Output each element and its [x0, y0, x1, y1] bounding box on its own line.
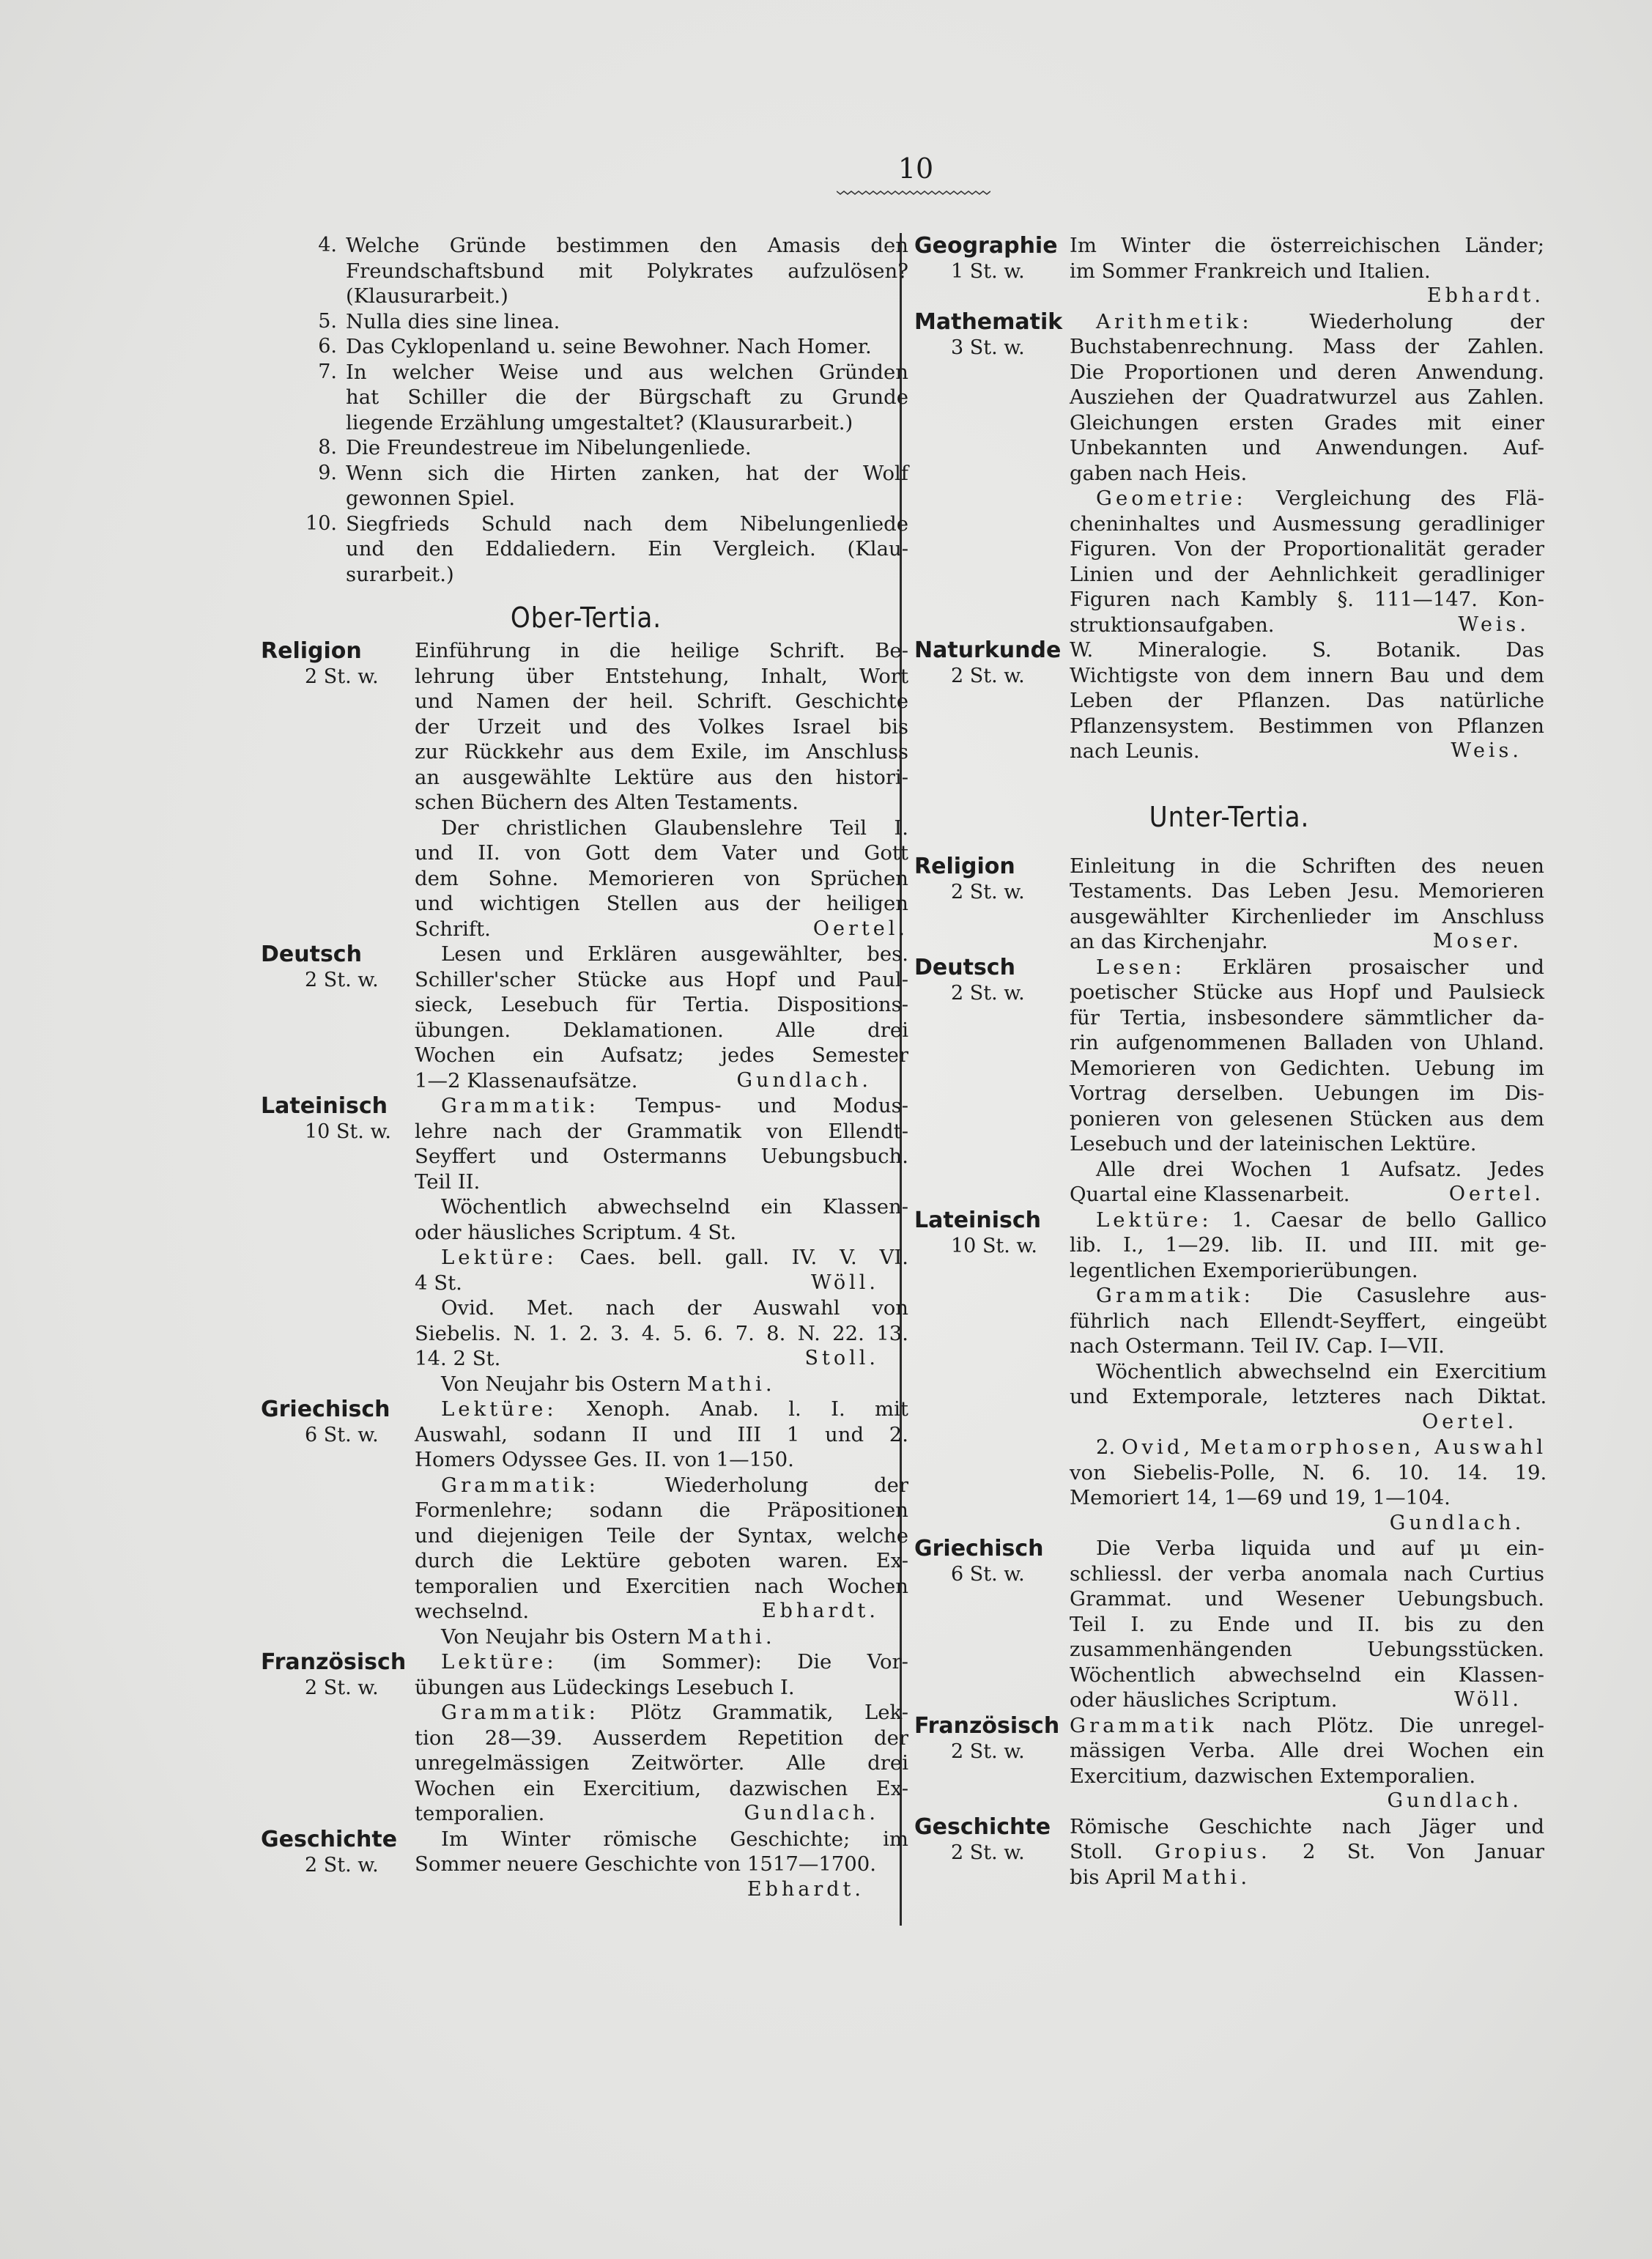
text-line: und Extemporale, letzteres nach Diktat. [1070, 1385, 1547, 1408]
text-line: poetischer Stücke aus Hopf und Paulsieck [1070, 980, 1544, 1004]
text-line: (Klausurarbeit.) [346, 284, 508, 308]
subject-name: Geschichte [914, 1814, 1051, 1840]
subject-hours: 3 St. w. [951, 336, 1025, 359]
text-line: gaben nach Heis. [1070, 461, 1248, 485]
text-line: Stoll. Gropius. 2 St. Von Januar [1070, 1840, 1544, 1863]
text-line: zusammenhängenden Uebungsstücken. [1070, 1638, 1544, 1661]
text-line: Lektüre: 1. Caesar de bello Gallico [1096, 1208, 1547, 1232]
teacher-name: Weis. [1458, 613, 1530, 636]
right-column [914, 233, 1547, 1890]
teacher-name: Wöll. [810, 1271, 879, 1294]
text-line: Schrift. [415, 917, 491, 941]
teacher-name: Ebhardt. [747, 1877, 864, 1901]
text-line: hat Schiller die der Bürgschaft zu Grunde [346, 385, 908, 409]
text-line: Lesebuch und der lateinischen Lektüre. [1070, 1132, 1477, 1156]
subject-mathematik [914, 309, 1544, 638]
text-line: an das Kirchenjahr. [1070, 930, 1268, 953]
text-line: Lesen: Erklären prosaischer und [1096, 955, 1544, 979]
subject-name: Griechisch [261, 1397, 390, 1422]
subject-name: Deutsch [914, 954, 1015, 980]
subject-hours: 6 St. w. [951, 1563, 1025, 1586]
text-line: temporalien und Exercitien nach Wochen [415, 1574, 908, 1598]
text-line: Alle drei Wochen 1 Aufsatz. Jedes [1096, 1157, 1544, 1181]
text-line: und wichtigen Stellen aus der heiligen [415, 892, 908, 915]
text-line: oder häusliches Scriptum. [1070, 1688, 1338, 1712]
text-line: struktionsaufgaben. [1070, 613, 1275, 637]
subject-franzoesisch [261, 1649, 908, 1827]
text-line: Figuren nach Kambly §. 111—147. Kon- [1070, 588, 1544, 611]
text-line: 4 St. [415, 1271, 462, 1295]
subject-name: Naturkunde [914, 637, 1062, 663]
text-line: cheninhaltes und Ausmessung geradliniger [1070, 511, 1544, 536]
text-line: In welcher Weise und aus welchen Gründen [346, 360, 908, 384]
text-line: Wöchentlich abwechselnd ein Klassen- [441, 1195, 908, 1219]
text-line: liegende Erzählung umgestaltet? (Klausurarbeit.) [346, 410, 853, 435]
text-line: Auswahl, sodann II und III 1 und 2. [415, 1422, 908, 1446]
subject-name: Französisch [261, 1649, 407, 1675]
text-line: Wochen ein Aufsatz; jedes Semester [415, 1043, 908, 1067]
subject-name: Deutsch [261, 942, 362, 967]
text-line: sieck, Lesebuch für Tertia. Dispositions- [415, 993, 908, 1016]
text-line: 2. Ovid, Metamorphosen, Auswahl [1096, 1435, 1547, 1459]
subject-hours: 1 St. w. [951, 260, 1025, 283]
text-line: nach Ostermann. Teil IV. Cap. I—VII. [1070, 1334, 1445, 1358]
subject-hours: 2 St. w. [951, 880, 1025, 903]
text-line: tion 28—39. Ausserdem Repetition der [415, 1726, 908, 1750]
text-line: Arithmetik: Wiederholung der [1096, 309, 1544, 333]
subject-griechisch-ut [914, 1536, 1544, 1713]
text-line: Der christlichen Glaubenslehre Teil I. [441, 816, 908, 840]
subject-geschichte-ut [914, 1814, 1544, 1890]
subject-lateinisch [261, 1093, 908, 1397]
text-line: 7. [318, 360, 337, 383]
subject-hours: 2 St. w. [305, 969, 379, 991]
text-line: Grammatik: Plötz Grammatik, Lek- [441, 1701, 908, 1724]
text-line: rin aufgenommenen Balladen von Uhland. [1070, 1031, 1544, 1054]
text-line: Homers Odyssee Ges. II. von 1—150. [415, 1448, 794, 1471]
text-line: Lektüre: Xenoph. Anab. l. I. mit [441, 1397, 908, 1421]
subject-hours: 10 St. w. [305, 1120, 391, 1143]
teacher-name: Weis. [1451, 739, 1522, 762]
text-line: nach Leunis. [1070, 739, 1200, 763]
text-line: Schiller'scher Stücke aus Hopf und Paul- [415, 967, 908, 991]
teacher-name: Gropius. [1155, 1840, 1271, 1863]
subject-griechisch [261, 1397, 908, 1649]
text-line: der Urzeit und des Volkes Israel bis [415, 714, 908, 739]
text-line: 9. [318, 461, 337, 484]
essay-list [293, 233, 908, 587]
teacher-name: Oertel. [812, 917, 908, 940]
text-line: Wichtigste von dem innern Bau und dem [1070, 663, 1544, 687]
text-line: und Namen der heil. Schrift. Geschichte [415, 689, 908, 713]
teacher-name: Gundlach. [744, 1802, 879, 1824]
text-line: von Siebelis-Polle, N. 6. 10. 14. 19. [1070, 1460, 1547, 1485]
text-line: Wenn sich die Hirten zanken, hat der Wolf [346, 461, 908, 485]
text-line: durch die Lektüre geboten waren. Ex- [415, 1549, 908, 1572]
text-line: Wöchentlich abwechselnd ein Exercitium [1096, 1359, 1547, 1383]
text-line: Die Verba liquida und auf μι ein- [1096, 1537, 1544, 1560]
teacher-name: Gundlach. [736, 1068, 872, 1092]
text-line: 14. 2 St. [415, 1347, 501, 1370]
subject-religion-ut [914, 854, 1544, 955]
list-item [293, 435, 908, 461]
text-line: surarbeit.) [346, 562, 454, 586]
text-line: Welche Gründe bestimmen den Amasis den [346, 234, 908, 257]
text-line: mässigen Verba. Alle drei Wochen ein [1070, 1739, 1544, 1762]
text-line: Quartal eine Klassenarbeit. [1070, 1183, 1350, 1206]
list-item [293, 360, 908, 436]
subject-deutsch-ut [914, 955, 1544, 1208]
teacher-name: Stoll. [804, 1347, 879, 1369]
text-line: Grammatik: Die Casuslehre aus- [1096, 1284, 1547, 1307]
text-line: Grammatik: Wiederholung der [441, 1473, 908, 1497]
text-line: Pflanzensystem. Bestimmen von Pflanzen [1070, 714, 1544, 738]
subject-hours: 10 St. w. [951, 1234, 1037, 1257]
text-line: Lesen und Erklären ausgewählter, bes. [441, 942, 908, 966]
text-line: 8. [318, 436, 337, 459]
text-line: schliessl. der verba anomala nach Curtius [1070, 1561, 1544, 1586]
text-line: Testaments. Das Leben Jesu. Memorieren [1070, 879, 1544, 903]
subject-hours: 6 St. w. [305, 1424, 379, 1446]
text-line: übungen. Deklamationen. Alle drei [415, 1018, 908, 1042]
text-line: Die Freundestreue im Nibelungenliede. [346, 436, 752, 459]
list-item [293, 461, 908, 511]
teacher-name: Mathi. [1162, 1865, 1251, 1889]
text-line: Einleitung in die Schriften des neuen [1070, 854, 1544, 878]
teacher-name: Mathi. [686, 1624, 776, 1649]
list-item [293, 233, 908, 309]
teacher-name: Mathi. [686, 1372, 776, 1396]
text-line: lib. I., 1—29. lib. II. und III. mit ge- [1070, 1233, 1547, 1257]
text-line: übungen aus Lüdeckings Lesebuch I. [415, 1675, 795, 1699]
page-number: 10 [897, 152, 934, 185]
text-line: Im Winter die österreichischen Länder; [1070, 234, 1544, 257]
subject-geschichte [261, 1826, 908, 1903]
subject-hours: 2 St. w. [305, 1676, 379, 1699]
text-line: Exercitium, dazwischen Extemporalien. [1070, 1764, 1476, 1788]
text-line: Linien und der Aehnlichkeit geradliniger [1070, 562, 1544, 586]
text-line: Grammatik nach Plötz. Die unregel- [1070, 1713, 1544, 1737]
text-line: 6. [318, 335, 337, 358]
text-line: Vortrag derselben. Uebungen im Dis- [1070, 1082, 1544, 1105]
list-item [293, 511, 908, 588]
text-line: und den Eddaliedern. Ein Vergleich. (Klau- [346, 537, 908, 561]
text-line: Grammat. und Wesener Uebungsbuch. [1070, 1587, 1544, 1611]
subject-franzoesisch-ut [914, 1713, 1544, 1814]
text-line: Von Neujahr bis Ostern Mathi. [441, 1372, 776, 1396]
subject-name: Französisch [914, 1712, 1060, 1739]
text-line: an ausgewählte Lektüre aus den histori- [415, 765, 908, 789]
text-line: ausgewählter Kirchenlieder im Anschluss [1070, 904, 1544, 928]
subject-hours: 2 St. w. [305, 1853, 379, 1877]
subject-religion [261, 638, 908, 942]
text-line: im Sommer Frankreich und Italien. [1070, 259, 1431, 283]
text-line: Grammatik: Tempus- und Modus- [441, 1094, 908, 1117]
text-line: für Tertia, insbesondere sämmtlicher da- [1070, 1005, 1544, 1029]
left-column [261, 233, 908, 1902]
text-line: Buchstabenrechnung. Mass der Zahlen. [1070, 335, 1544, 358]
text-line: führlich nach Ellendt-Seyffert, eingeübt [1070, 1309, 1547, 1333]
text-line: schen Büchern des Alten Testaments. [415, 791, 799, 814]
text-line: Gleichungen ersten Grades mit einer [1070, 410, 1544, 435]
text-line: temporalien. [415, 1802, 545, 1825]
text-line: Das Cyklopenland u. seine Bewohner. Nach Homer. [346, 335, 872, 358]
text-line: Leben der Pflanzen. Das natürliche [1070, 689, 1544, 712]
page-number-ornament [837, 191, 990, 195]
text-line: Seyffert und Ostermanns Uebungsbuch. [415, 1145, 908, 1168]
text-line: Lektüre: (im Sommer): Die Vor- [441, 1650, 908, 1674]
text-line: legentlichen Exemporierübungen. [1070, 1258, 1418, 1282]
text-line: Unbekannten und Anwendungen. Auf- [1070, 436, 1544, 459]
subject-name: Geographie [914, 233, 1058, 259]
teacher-name: Gundlach. [1387, 1789, 1522, 1812]
text-line: Sommer neuere Geschichte von 1517—1700. [415, 1852, 877, 1876]
text-line: Siebelis. N. 1. 2. 3. 4. 5. 6. 7. 8. N. 22. 13. [415, 1321, 908, 1345]
text-line: oder häusliches Scriptum. 4 St. [415, 1220, 737, 1244]
subject-name: Griechisch [914, 1536, 1044, 1561]
subject-hours: 2 St. w. [951, 1739, 1025, 1763]
text-line: Von Neujahr bis Ostern Mathi. [441, 1624, 776, 1649]
text-line: und II. von Gott dem Vater und Gott [415, 841, 908, 865]
text-line: und diejenigen Teile der Syntax, welche [415, 1523, 908, 1548]
text-line: Lektüre: Caes. bell. gall. IV. V. VI. [441, 1246, 908, 1269]
subject-name: Religion [261, 638, 362, 664]
text-line: ponieren von gelesenen Stücken aus dem [1070, 1106, 1544, 1131]
text-line: Ausziehen der Quadratwurzel aus Zahlen. [1070, 385, 1544, 409]
text-line: Nulla dies sine linea. [346, 309, 560, 333]
subject-naturkunde [914, 637, 1544, 764]
section-heading-unter-tertia: Unter-Tertia. [1149, 800, 1310, 833]
subject-name: Geschichte [261, 1826, 398, 1852]
text-line: 1—2 Klassenaufsätze. [415, 1068, 638, 1092]
subject-geographie [914, 233, 1544, 309]
subject-hours: 2 St. w. [951, 981, 1025, 1005]
text-line: Die Proportionen und deren Anwendung. [1070, 360, 1544, 384]
text-line: Memorieren von Gedichten. Uebung im [1070, 1056, 1544, 1080]
text-line: Memoriert 14, 1—69 und 19, 1—104. [1070, 1486, 1451, 1509]
text-line: Siegfrieds Schuld nach dem Nibelungenliede [346, 511, 908, 536]
subject-name: Lateinisch [261, 1093, 388, 1119]
subject-lateinisch-ut [914, 1207, 1547, 1537]
teacher-name: Oertel. [1448, 1183, 1544, 1205]
subject-hours: 2 St. w. [305, 665, 379, 688]
text-line: wechselnd. [415, 1600, 530, 1623]
teacher-name: Gundlach. [1389, 1511, 1525, 1534]
text-line: W. Mineralogie. S. Botanik. Das [1070, 638, 1544, 662]
subject-name: Lateinisch [914, 1207, 1041, 1233]
text-line: 5. [318, 309, 337, 333]
text-line: 10. [305, 511, 337, 535]
subject-deutsch [261, 942, 908, 1093]
text-line: Einführung in die heilige Schrift. Be- [415, 639, 908, 662]
text-line: Im Winter römische Geschichte; im [441, 1827, 908, 1851]
text-line: bis April Mathi. [1070, 1865, 1251, 1889]
text-line: dem Sohne. Memorieren von Sprüchen [415, 866, 908, 890]
teacher-name: Ebhardt. [761, 1600, 879, 1622]
list-item [293, 309, 908, 335]
text-line: Römische Geschichte nach Jäger und [1070, 1814, 1544, 1838]
teacher-name: Moser. [1432, 930, 1522, 953]
teacher-name: Ebhardt. [1426, 284, 1544, 307]
text-line: Formenlehre; sodann die Präpositionen [415, 1498, 908, 1522]
text-line: 4. [318, 234, 337, 256]
subject-name: Mathematik [914, 308, 1063, 335]
text-line: Geometrie: Vergleichung des Flä- [1096, 487, 1544, 510]
text-line: gewonnen Spiel. [346, 487, 516, 510]
teacher-name: Wöll. [1453, 1688, 1522, 1711]
section-heading-ober-tertia: Ober-Tertia. [510, 602, 662, 634]
text-line: Wochen ein Exercitium, dazwischen Ex- [415, 1776, 908, 1800]
text-line: Figuren. Von der Proportionalität gerader [1070, 537, 1544, 561]
text-line: Freundschaftsbund mit Polykrates aufzulösen? [346, 259, 908, 283]
text-line: unregelmässigen Zeitwörter. Alle drei [415, 1751, 908, 1775]
text-line: lehrung über Entstehung, Inhalt, Wort [415, 664, 908, 688]
subject-name: Religion [914, 853, 1015, 879]
text-line: Wöchentlich abwechselnd ein Klassen- [1070, 1663, 1544, 1687]
text-line: Teil II. [415, 1169, 481, 1194]
subject-hours: 2 St. w. [951, 1841, 1025, 1864]
list-item [293, 334, 908, 360]
text-line: zur Rückkehr aus dem Exile, im Anschluss [415, 740, 908, 764]
text-line: lehre nach der Grammatik von Ellendt- [415, 1119, 908, 1143]
text-line: Teil I. zu Ende und II. bis zu den [1070, 1612, 1544, 1636]
text-line: Ovid. Met. nach der Auswahl von [441, 1296, 908, 1320]
subject-hours: 2 St. w. [951, 665, 1025, 687]
teacher-name: Oertel. [1422, 1410, 1518, 1433]
